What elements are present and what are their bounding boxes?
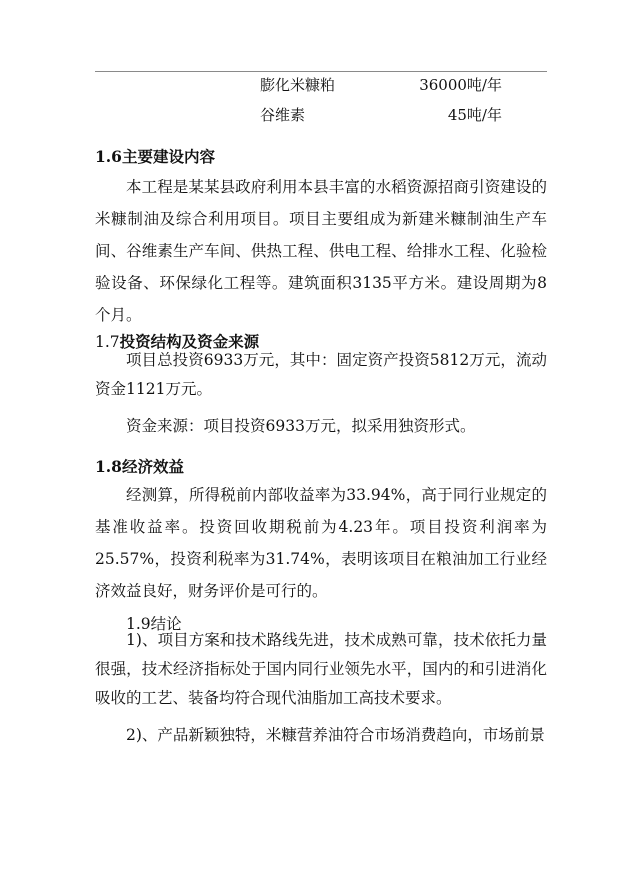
section-1-8-body: 经测算，所得税前内部收益率为33.94%，高于同行业规定的基准收益率。投资回收期税前为4.23年。项目投资利润率为25.57%，投资利税率为31.74%，表明该项目在粮油加工行业经济效益良好，财务评价是可行的。: [95, 486, 547, 600]
product-name: 膨化米糠粕: [260, 76, 336, 94]
section-number: 1.7: [95, 333, 120, 351]
section-number: 1.6: [95, 147, 122, 166]
conclusion-item-1: 1)、项目方案和技术路线先进，技术成熟可靠，技术依托力量很强，技术经济指标处于国内同行业领先水平，国内的和引进消化吸收的工艺、装备均符合现代油脂加工高技术要求。: [95, 631, 547, 707]
section-heading-1-6: [95, 145, 215, 167]
section-title: 投资结构及资金来源: [119, 332, 260, 351]
conclusion-item-2: 2)、产品新颖独特，米糠营养油符合市场消费趋向，市场前景: [126, 726, 545, 744]
section-heading-1-9: 1.9结论: [126, 615, 182, 633]
product-capacity: 36000吨/年: [419, 76, 502, 94]
product-name: 谷维素: [260, 106, 306, 124]
section-1-7-funding: 资金来源：项目投资6933万元，拟采用独资形式。: [126, 417, 476, 435]
product-capacity: 45吨/年: [447, 106, 502, 124]
section-title: 经济效益: [121, 457, 184, 476]
section-1-6-body: 本工程是某某县政府利用本县丰富的水稻资源招商引资建设的米糠制油及综合利用项目。项目主要组成为新建米糠制油生产车间、谷维素生产车间、供热工程、供电工程、给排水工程、化验检验设备、环保绿化工程等。建筑面积3135平方米。建设周期为8个月。: [95, 178, 547, 324]
section-title: 主要建设内容: [121, 147, 215, 166]
section-heading-1-8: [95, 455, 184, 477]
section-number: 1.8: [95, 457, 122, 476]
section-1-7-body: 项目总投资6933万元，其中：固定资产投资5812万元，流动资金1121万元。: [95, 351, 547, 398]
header-rule: [95, 71, 547, 72]
